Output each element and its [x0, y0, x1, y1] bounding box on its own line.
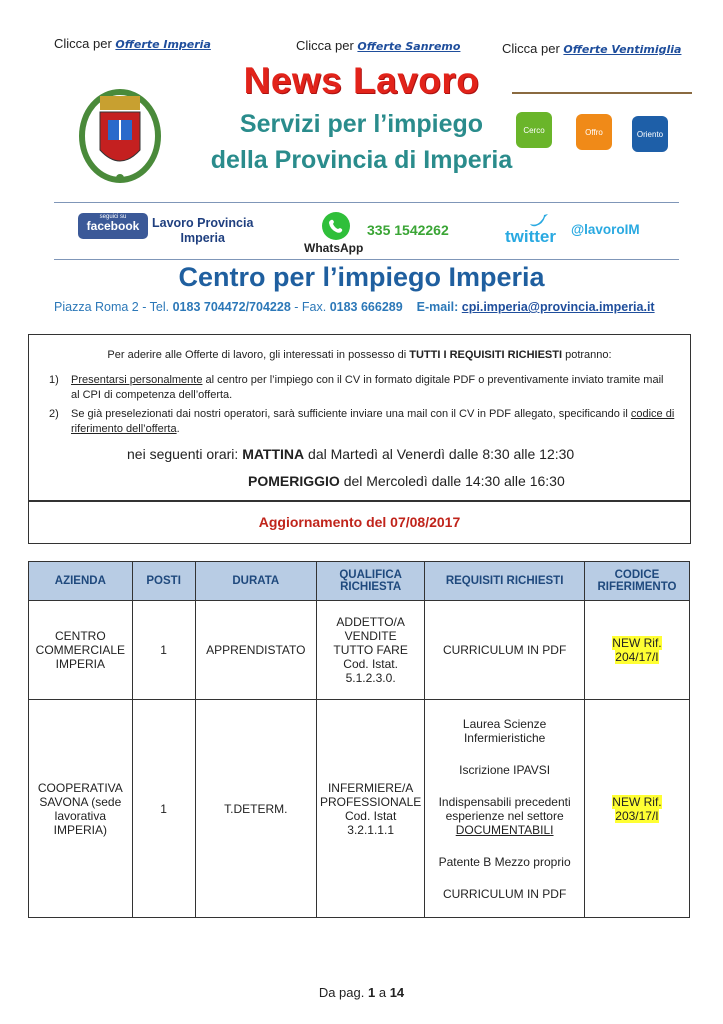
codice-new-label: NEW Rif. — [612, 636, 662, 650]
top-link-imperia — [54, 36, 211, 51]
top-link-ventimiglia — [502, 41, 681, 56]
centro-impiego-title: Centro per l’impiego Imperia — [178, 262, 545, 292]
link-prefix: Clicca per — [296, 38, 354, 53]
divider-top — [54, 202, 679, 203]
hours-afternoon-text: del Mercoledì dalle 14:30 alle 16:30 — [343, 473, 565, 489]
intro-end: potranno: — [565, 349, 612, 361]
qualifica-line: INFERMIERE/A — [327, 780, 414, 795]
item-number: 2) — [49, 408, 59, 420]
header-codice: CODICE RIFERIMENTO — [584, 562, 689, 601]
requisito-line: Laurea Scienze Infermieristiche — [462, 716, 547, 745]
intro-line — [29, 349, 690, 361]
twitter-logo[interactable]: twitter — [505, 227, 556, 246]
codice-ref: 203/17/I — [615, 808, 659, 823]
qualifica-line: 5.1.2.3.0. — [345, 671, 396, 685]
item-number: 1) — [49, 374, 59, 386]
link-prefix: Clicca per — [54, 36, 112, 51]
cell-requisiti — [425, 601, 585, 700]
subtitle-servizi: Servizi per l’impiego — [239, 110, 484, 138]
table-row — [29, 601, 690, 700]
offers-table — [28, 561, 690, 918]
page-footer — [0, 985, 723, 1000]
twitter-bird-icon — [528, 212, 550, 228]
facebook-small-text: seguici su — [99, 214, 127, 220]
puzzle-cerco: Cerco — [516, 112, 552, 148]
address-text: Piazza Roma 2 - Tel. — [54, 300, 170, 314]
facebook-logo-text: facebook — [86, 219, 140, 233]
requisito-line: Patente B Mezzo proprio — [438, 854, 571, 869]
cell-requisiti — [425, 700, 585, 918]
table-header-row — [29, 562, 690, 601]
qualifica-line: PROFESSIONALE — [319, 794, 422, 809]
email-link[interactable]: cpi.imperia@provincia.imperia.it — [461, 300, 655, 314]
hours-morning — [127, 446, 574, 462]
header-azienda: AZIENDA — [29, 562, 133, 601]
item2-text: Se già preselezionati dai nostri operatori, sarà sufficiente inviare una mail con il CV in PDF allegato, specificando il — [71, 408, 628, 420]
codice-new-label: NEW Rif. — [612, 794, 662, 809]
whatsapp-phone: 335 1542262 — [367, 222, 449, 238]
hours-morning-text: dal Martedì al Venerdì dalle 8:30 alle 12:30 — [308, 446, 575, 462]
footer-total: 14 — [389, 985, 405, 1000]
news-lavoro-title: News Lavoro — [243, 60, 480, 101]
update-box — [28, 500, 691, 544]
cell-durata: APPRENDISTATO — [195, 601, 316, 700]
instruction-item-2 — [49, 407, 679, 437]
intro-requirements: TUTTI I REQUISITI RICHIESTI — [409, 349, 563, 361]
puzzle-oriento: Oriento — [632, 116, 668, 152]
whatsapp-label: WhatsApp — [304, 241, 364, 255]
requisito-underlined: DOCUMENTABILI — [455, 822, 554, 837]
cell-codice — [584, 700, 689, 918]
item1-text-end: al CPI di competenza dell’offerta. — [71, 389, 233, 401]
facebook-name-line1: Lavoro Provincia — [152, 216, 254, 230]
qualifica-line: 3.2.1.1.1 — [347, 822, 394, 837]
instruction-item-1 — [49, 373, 679, 403]
cell-azienda: COOPERATIVA SAVONA (sede lavorativa IMPERIA) — [29, 700, 133, 918]
offerte-sanremo-link[interactable]: Offerte Sanremo — [357, 40, 461, 53]
link-prefix: Clicca per — [502, 41, 560, 56]
intro-text: Per aderire alle Offerte di lavoro, gli interessati in possesso di — [107, 349, 407, 361]
cell-codice — [584, 601, 689, 700]
email-label: E-mail: — [416, 300, 459, 314]
cell-durata: T.DETERM. — [195, 700, 316, 918]
qualifica-line: Cod. Istat — [344, 808, 397, 823]
item2-underlined-end: riferimento dell’offerta — [71, 423, 177, 435]
offerte-imperia-link[interactable]: Offerte Imperia — [115, 38, 211, 51]
fax-number: 0183 666289 — [329, 300, 403, 314]
qualifica-line: ADDETTO/A — [336, 615, 405, 629]
subtitle-provincia: della Provincia di Imperia — [210, 146, 513, 174]
puzzle-offro: Offro — [576, 114, 612, 150]
cell-posti: 1 — [132, 601, 195, 700]
facebook-logo[interactable] — [78, 213, 148, 239]
cell-azienda: CENTRO COMMERCIALE IMPERIA — [29, 601, 133, 700]
item1-underlined: Presentarsi personalmente — [71, 374, 203, 386]
cell-qualifica — [316, 700, 424, 918]
hours-afternoon — [248, 473, 565, 489]
update-date: Aggiornamento del 07/08/2017 — [258, 514, 461, 530]
footer-page: 1 — [367, 985, 376, 1000]
qualifica-line: TUTTO FARE — [333, 643, 408, 657]
hours-morning-label: MATTINA — [242, 446, 305, 462]
table-row — [29, 700, 690, 918]
twitter-handle[interactable]: @lavoroIM — [571, 222, 640, 237]
top-link-sanremo — [296, 38, 460, 53]
cell-posti: 1 — [132, 700, 195, 918]
offerte-ventimiglia-link[interactable]: Offerte Ventimiglia — [563, 43, 682, 56]
cell-qualifica — [316, 601, 424, 700]
hours-intro: nei seguenti orari: — [127, 446, 239, 462]
footer-prefix: Da pag. — [318, 985, 365, 1000]
header-requisiti: REQUISITI RICHIESTI — [425, 562, 585, 601]
facebook-name-line2: Imperia — [180, 231, 225, 245]
qualifica-line: Cod. Istat. — [343, 657, 398, 671]
header-qualifica: QUALIFICA RICHIESTA — [316, 562, 424, 601]
fax-label: - Fax. — [294, 300, 327, 314]
requisito-line: CURRICULUM IN PDF — [442, 643, 567, 657]
divider-bottom — [54, 259, 679, 260]
puzzle-string — [512, 92, 692, 94]
instructions-box — [28, 334, 691, 502]
item2-period: . — [176, 423, 180, 435]
requisito-line: Indispensabili precedenti esperienze nel settore — [438, 794, 571, 823]
requisito-line: CURRICULUM IN PDF — [442, 886, 567, 901]
hours-afternoon-label: POMERIGGIO — [248, 473, 340, 489]
qualifica-line: VENDITE — [344, 629, 397, 643]
header-durata: DURATA — [195, 562, 316, 601]
item1-text: al centro per l’impiego con il CV in formato digitale PDF o preventivamente inviato tramite mail — [205, 374, 664, 386]
whatsapp-icon[interactable] — [320, 210, 352, 242]
footer-mid: a — [378, 985, 387, 1000]
facebook-page-name — [152, 216, 253, 246]
item2-underlined: codice di — [630, 408, 675, 420]
requisito-line: Iscrizione IPAVSI — [459, 762, 551, 777]
codice-ref: 204/17/I — [615, 650, 659, 664]
contact-line — [54, 300, 655, 314]
phone-number: 0183 704472/704228 — [172, 300, 291, 314]
header-posti: POSTI — [132, 562, 195, 601]
